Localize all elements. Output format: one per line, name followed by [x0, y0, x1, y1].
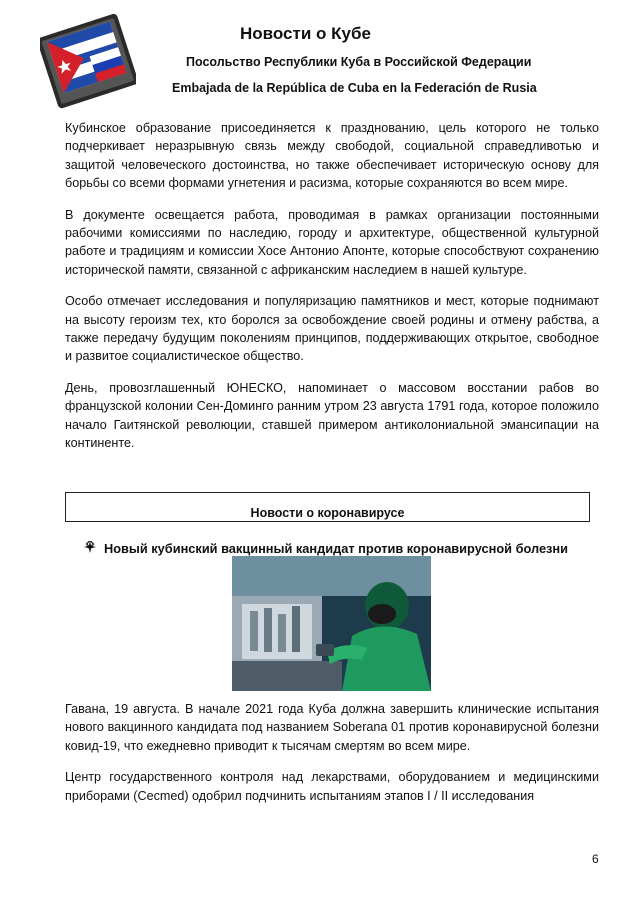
page-number: 6 — [592, 852, 599, 866]
news-headline — [84, 541, 568, 556]
embassy-subtitle-es: Embajada de la República de Cuba en la Federación de Rusia — [172, 81, 537, 95]
section-header-box — [65, 492, 590, 522]
vaccine-article-body — [65, 700, 599, 818]
paragraph: В документе освещается работа, проводимая в рамках организации постоянными рабочими комиссиями по наследию, городу и архитектуре, общественной культурной работе и традициям и комиссии Хосе Антонио Апонте, которые способствуют сохранению исторической памяти, связанной с африканским наследием в нашей культуре. — [65, 207, 599, 277]
paragraph: Кубинское образование присоединяется к празднованию, цель которого не только подчеркивает неразрывную связь между свободой, социальной справедливотью и защитой человеческого достоинства, но также обеспечивает историческую основу для борьбы со всеми формами угнетения и расизма, которые сохраняются во всем мире. — [65, 121, 599, 191]
lab-scientist-photo — [232, 556, 431, 691]
section-title: Новости о коронавирусе — [250, 506, 405, 520]
paragraph: Гавана, 19 августа. В начале 2021 года Куба должна завершить клинические испытания нового вакцинного кандидата под названием Soberana 01 против коронавирусной болезни ковид-19, что ежедневно приводит к тысячам смертям во всем мире. — [65, 702, 599, 753]
headline-text: Новый кубинский вакцинный кандидат против коронавирусной болезни — [104, 541, 569, 556]
diamond-bullet-icon — [84, 541, 98, 556]
cuba-russia-flags-icon — [40, 14, 136, 110]
paragraph: Особо отмечает исследования и популяризацию памятников и мест, которые поднимают на высоту героизм тех, кто боролся за освобождение своей родины и отмену рабства, а также передачу будущим поколениям принципов, поддерживающих открытое, свободное и развитое социалистическое общество. — [65, 294, 599, 364]
paragraph: Центр государственного контроля над лекарствами, оборудованием и медицинскими приборами (Cecmed) одобрил подчинить испытаниям этапов I / II исследования — [65, 770, 599, 803]
paragraph: День, провозглашенный ЮНЕСКО, напоминает о массовом восстании рабов во французской колонии Сен-Доминго ранним утром 23 августа 1791 года, которое положило начало Гаитянской революции, ставшей примером антиколониальной эмансипации на континенте. — [65, 380, 599, 451]
article-body — [65, 119, 599, 466]
embassy-subtitle-ru: Посольство Республики Куба в Российской Федерации — [186, 55, 532, 69]
page-title: Новости о Кубе — [240, 24, 371, 43]
